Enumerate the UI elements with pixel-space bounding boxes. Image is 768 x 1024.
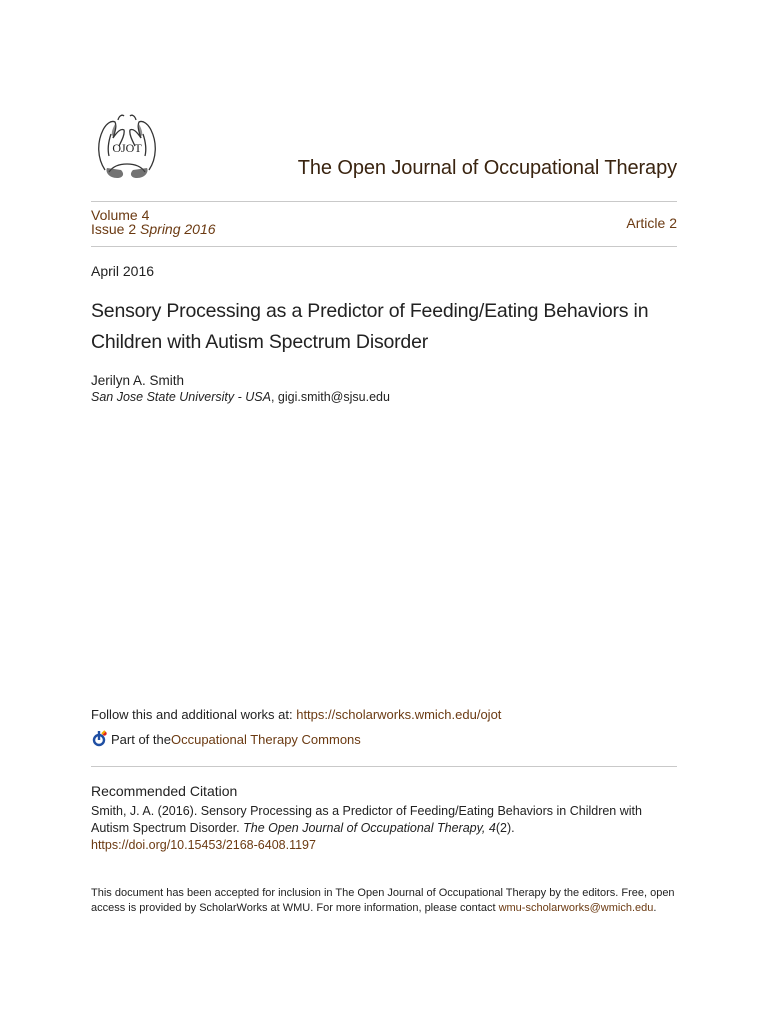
citation-doi-link[interactable]: https://doi.org/10.15453/2168-6408.1197 — [91, 838, 316, 852]
journal-title[interactable]: The Open Journal of Occupational Therapy — [297, 157, 677, 179]
svg-text:OJOT: OJOT — [112, 141, 142, 155]
follow-line — [91, 707, 501, 722]
volume-issue-block — [91, 208, 216, 236]
footer-end: . — [653, 901, 657, 914]
volume-link[interactable]: Volume 4 — [91, 207, 150, 223]
recommended-citation-heading: Recommended Citation — [91, 783, 238, 799]
network-commons-icon — [91, 730, 109, 748]
author-name: Jerilyn A. Smith — [91, 373, 185, 388]
follow-url-link[interactable]: https://scholarworks.wmich.edu/ojot — [296, 707, 502, 722]
cover-page — [91, 0, 677, 1024]
citation-authors-title: Smith, J. A. (2016). Sensory Processing as a Predictor of Feeding/Eating Behaviors in Children with Autism Spectrum Disorder. — [91, 804, 642, 835]
follow-prefix: Follow this and additional works at: — [91, 707, 297, 722]
partof-prefix: Part of the — [111, 731, 171, 747]
article-number-link[interactable]: Article 2 — [626, 215, 677, 231]
author-affiliation: San Jose State University - USA, gigi.smith@sjsu.edu — [91, 390, 390, 404]
contact-email-link[interactable]: wmu-scholarworks@wmich.edu — [498, 901, 654, 914]
footer-notice — [91, 886, 677, 915]
citation-text — [91, 803, 677, 854]
header-divider — [91, 201, 677, 202]
issue-season[interactable]: Spring 2016 — [140, 221, 216, 237]
issue-label[interactable]: Issue 2 — [91, 221, 137, 237]
citation-issue: (2). — [495, 821, 515, 835]
ojot-hands-logo — [91, 110, 163, 182]
footer-text: This document has been accepted for inclusion in The Open Journal of Occupational Therapy by the editors. Free, open access is provided by ScholarWorks at WMU. For more information, please contact — [91, 887, 675, 914]
citation-journal: The Open Journal of Occupational Therapy, 4 — [243, 821, 496, 835]
part-of-line — [91, 730, 361, 748]
citation-divider — [91, 766, 677, 767]
author-institution: San Jose State University - USA — [91, 390, 271, 404]
issue-link[interactable] — [91, 222, 216, 236]
author-email: gigi.smith@sjsu.edu — [277, 390, 390, 404]
article-title: Sensory Processing as a Predictor of Feeding/Eating Behaviors in Children with Autism Spectrum Disorder — [91, 300, 649, 353]
publication-date: April 2016 — [91, 263, 155, 279]
issue-divider — [91, 246, 677, 247]
occupational-therapy-commons-link[interactable]: Occupational Therapy Commons — [170, 731, 361, 747]
